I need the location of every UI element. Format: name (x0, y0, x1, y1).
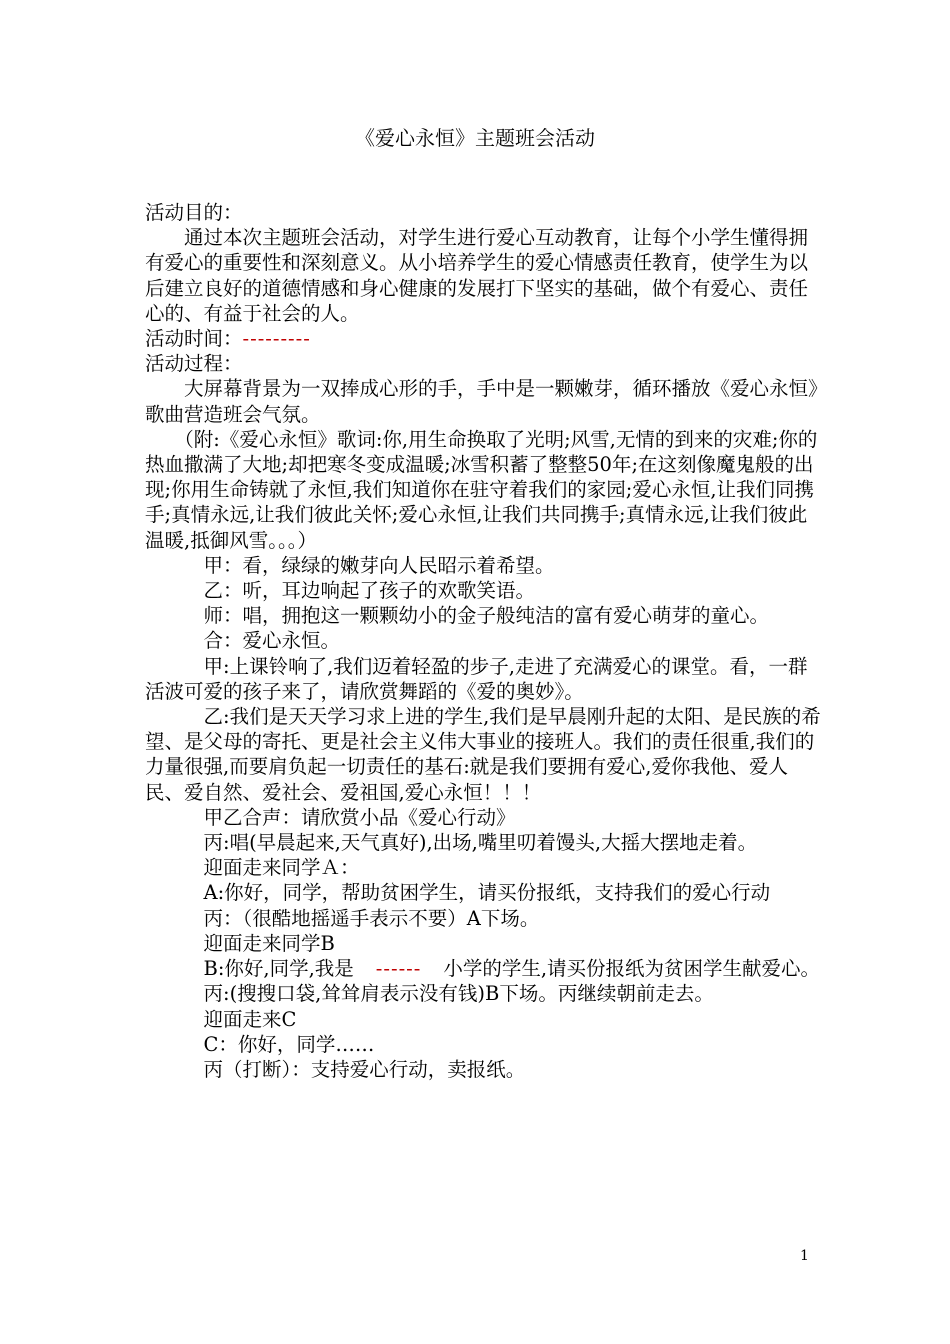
document-title: 《爱心永恒》主题班会活动 (355, 126, 595, 150)
line-b-prefix: B:你好,同学,我是 (203, 957, 354, 981)
script-line: 甲乙合声：请欣赏小品《爱心行动》 (203, 805, 516, 829)
page-number: 1 (800, 1248, 809, 1264)
script-line: C：你好，同学…… (203, 1032, 375, 1056)
script-line: 乙:我们是天天学习求上进的学生,我们是早晨刚升起的太阳、是民族的希望、是父母的寄托、更是社会主义伟大事业的接班人。我们的责任很重,我们的力量很强,而要肩负起一切责任的基石:就是我们要拥有爱心,爱你我他、爱人民、爱自然、爱社会、爱祖国,爱心永恒！！！ (145, 705, 821, 804)
line-b-suffix: 小学的学生,请买份报纸为贫困学生献爱心。 (443, 957, 821, 981)
script-line: 迎面走来同学B (203, 931, 335, 955)
script-line: 丙：（很酷地摇遥手表示不要）A下场。 (203, 906, 540, 930)
time-value-blank: --------- (242, 327, 311, 351)
script-line-b (145, 956, 825, 981)
document-body (145, 200, 825, 1082)
script-line: 丙:(搜搜口袋,耸耸肩表示没有钱)B下场。丙继续朝前走去。 (203, 982, 714, 1006)
script-line: 甲:上课铃响了,我们迈着轻盈的步子,走进了充满爱心的课堂。看，一群活波可爱的孩子来了，请欣赏舞蹈的《爱的奥妙》。 (145, 654, 808, 703)
script-line: 乙：听，耳边响起了孩子的欢歌笑语。 (203, 579, 536, 603)
purpose-heading: 活动目的： (145, 201, 243, 224)
process-intro-paragraph: 大屏幕背景为一双捧成心形的手，手中是一颗嫩芽，循环播放《爱心永恒》歌曲营造班会气氛。 (145, 377, 818, 426)
script-line: 师：唱，拥抱这一颗颗幼小的金子般纯洁的富有爱心萌芽的童心。 (203, 604, 770, 628)
script-line: 合：爱心永恒。 (203, 629, 341, 653)
purpose-paragraph: 通过本次主题班会活动，对学生进行爱心互动教育，让每个小学生懂得拥有爱心的重要性和深刻意义。从小培养学生的爱心情感责任教育，使学生为以后建立良好的道德情感和身心健康的发展打下坚实的基础，做个有爱心、责任心的、有益于社会的人。 (145, 226, 809, 325)
school-name-blank: ------ (375, 957, 422, 981)
script-line: 丙:唱(早晨起来,天气真好),出场,嘴里叨着馒头,大摇大摆地走着。 (203, 831, 758, 855)
lyrics-paragraph: （附:《爱心永恒》歌词:你,用生命换取了光明;风雪,无情的到来的灾难;你的热血撒满了大地;却把寒冬变成温暖;冰雪积蓄了整整50年;在这刻像魔鬼般的出现;你用生命铸就了永恒,我们知道你在驻守着我们的家园;爱心永恒,让我们同携手;真情永远,让我们彼此关怀;爱心永恒,让我们共同携手;真情永远,让我们彼此温暖,抵御风雪。。。） (145, 427, 818, 552)
script-line: A:你好，同学，帮助贫困学生，请买份报纸，支持我们的爱心行动 (203, 881, 771, 905)
time-label: 活动时间： (145, 327, 243, 351)
script-line: 丙（打断）：支持爱心行动，卖报纸。 (203, 1057, 526, 1081)
script-line: 迎面走来同学Ａ： (203, 856, 360, 880)
process-heading: 活动过程： (145, 352, 243, 376)
activity-time-line (145, 326, 825, 351)
script-line: 迎面走来C (203, 1007, 297, 1031)
script-line: 甲：看，绿绿的嫩芽向人民昭示着希望。 (203, 553, 555, 577)
